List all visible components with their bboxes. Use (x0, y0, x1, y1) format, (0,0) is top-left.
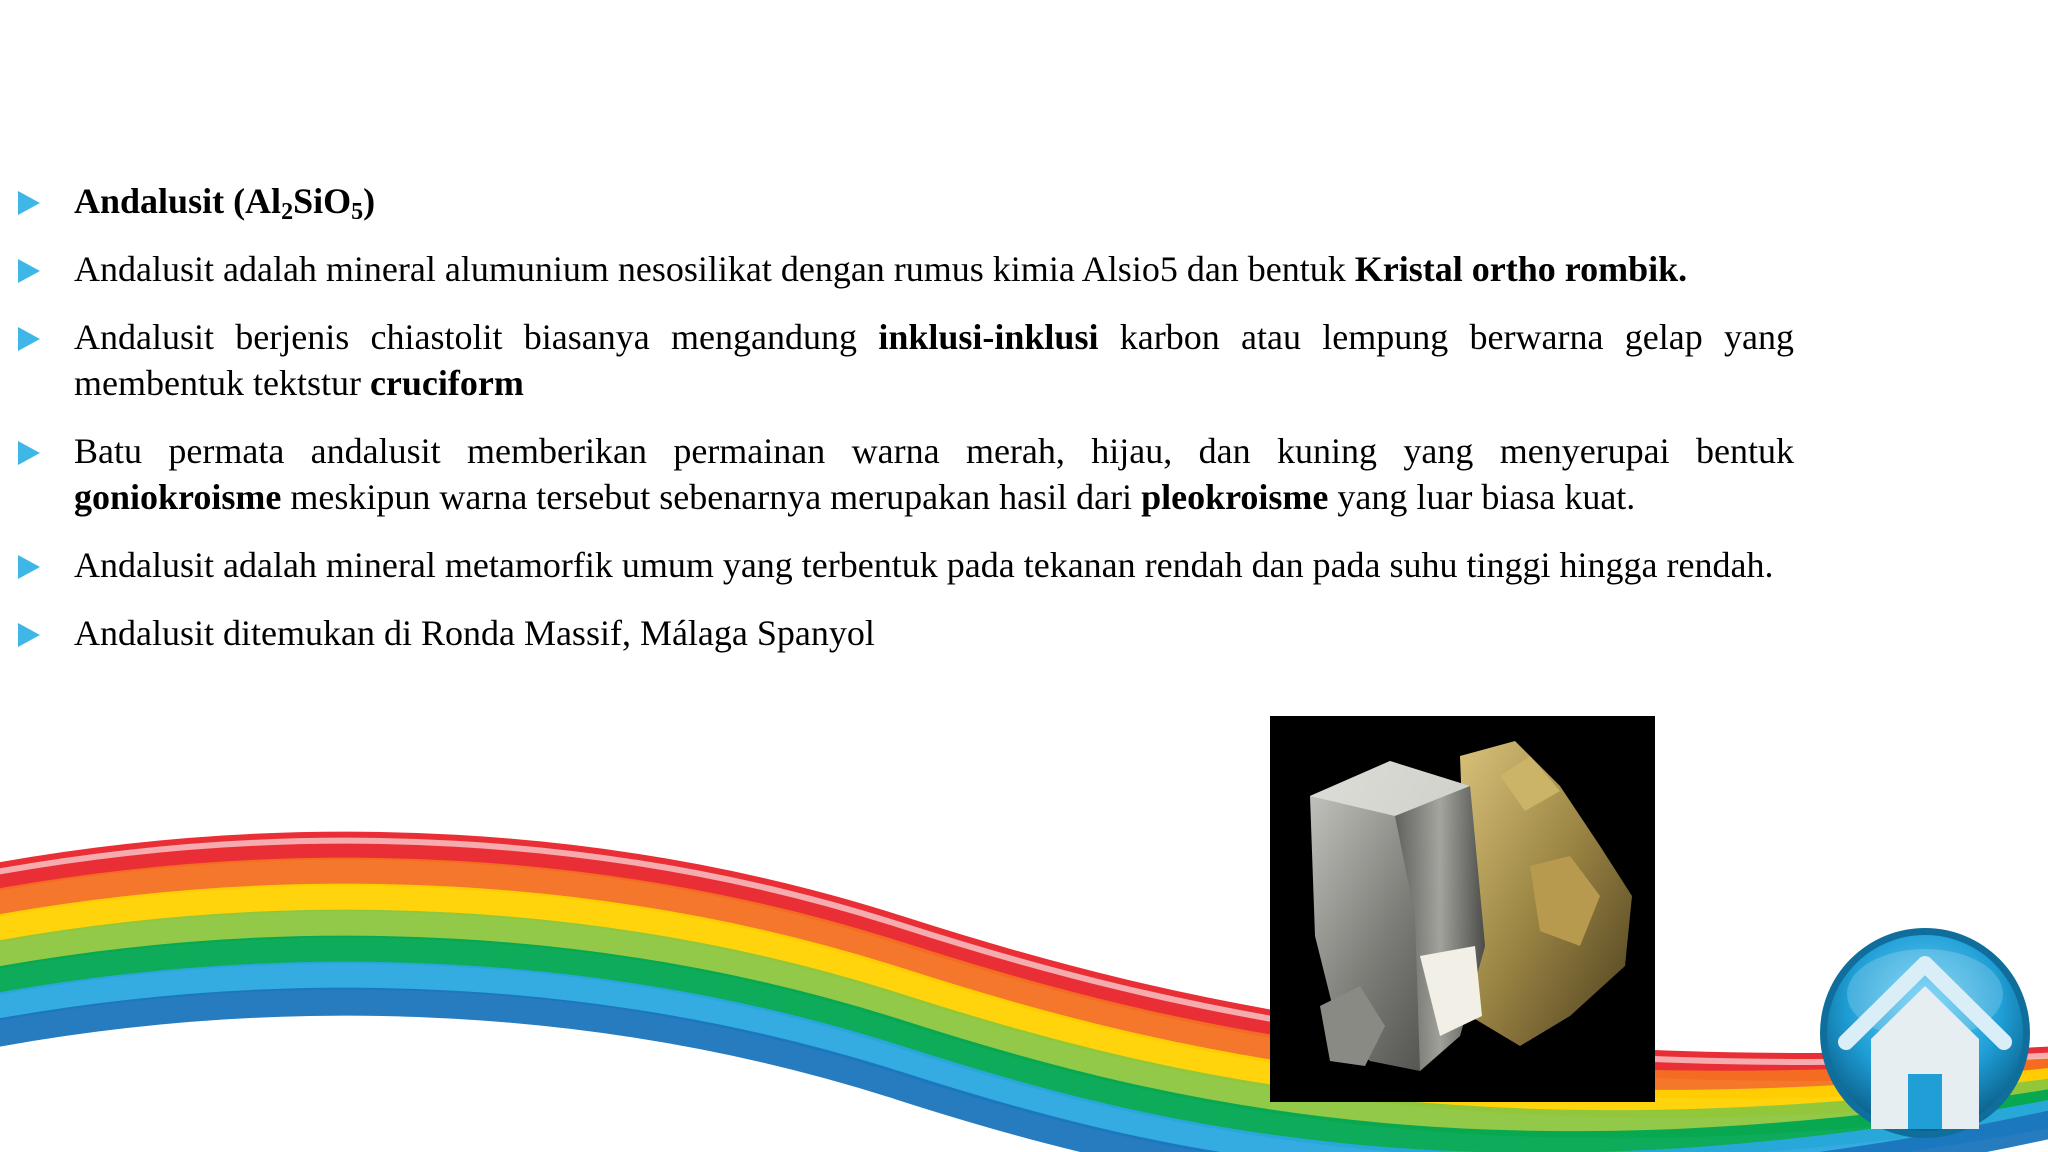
text-run: Andalusit ditemukan di Ronda Massif, Málaga Spanyol (74, 613, 875, 653)
bold-text-run: 5 (351, 199, 364, 225)
bullet-text (74, 181, 376, 225)
bold-text-run: pleokroisme (1141, 477, 1329, 517)
bold-text-run: SiO (293, 181, 352, 221)
triangle-bullet-icon (18, 623, 40, 647)
bold-text-run: ) (363, 181, 376, 221)
triangle-bullet-icon (18, 191, 40, 215)
bullet-text (74, 431, 1794, 517)
text-run: yang luar biasa kuat. (1328, 477, 1636, 517)
text-run: Andalusit adalah mineral alumunium nesosilikat dengan rumus kimia Alsio5 dan bentuk (74, 249, 1355, 289)
bullet-item (14, 178, 1794, 224)
triangle-bullet-icon (18, 259, 40, 283)
crystal-image (1270, 716, 1655, 1102)
bold-text-run: 2 (281, 199, 294, 225)
triangle-bullet-icon (18, 441, 40, 465)
bullet-item (14, 428, 1794, 520)
bullet-item (14, 610, 1794, 656)
triangle-bullet-icon (18, 555, 40, 579)
bullet-text (74, 545, 1773, 585)
bold-text-run: cruciform (369, 363, 524, 403)
bullet-item (14, 314, 1794, 406)
text-run: Andalusit berjenis chiastolit biasanya mengandung (74, 317, 879, 357)
text-run: Andalusit adalah mineral metamorfik umum yang terbentuk pada tekanan rendah dan pada suhu tinggi hingga rendah. (74, 545, 1774, 585)
home-icon (1816, 924, 2034, 1142)
bullet-text (74, 249, 1687, 289)
bullet-item (14, 246, 1794, 292)
bullet-text (74, 613, 875, 653)
bullet-list (14, 178, 1794, 678)
bold-text-run: Andalusit (Al (74, 181, 282, 221)
text-run: Batu permata andalusit memberikan permainan warna merah, hijau, dan kuning yang menyerupai bentuk (74, 431, 1794, 471)
bold-text-run: goniokroisme (74, 477, 282, 517)
bold-text-run: inklusi-inklusi (878, 317, 1099, 357)
text-run: meskipun warna tersebut sebenarnya merupakan hasil dari (281, 477, 1142, 517)
triangle-bullet-icon (18, 327, 40, 351)
home-button[interactable] (1816, 924, 2034, 1142)
bold-text-run: Kristal ortho rombik. (1354, 249, 1688, 289)
text-run: karbon atau lempung berwarna gelap yang membentuk tektstur (74, 317, 1794, 403)
bullet-item (14, 542, 1794, 588)
andalusite-crystal-photo (1270, 716, 1655, 1102)
bullet-text (74, 317, 1794, 403)
